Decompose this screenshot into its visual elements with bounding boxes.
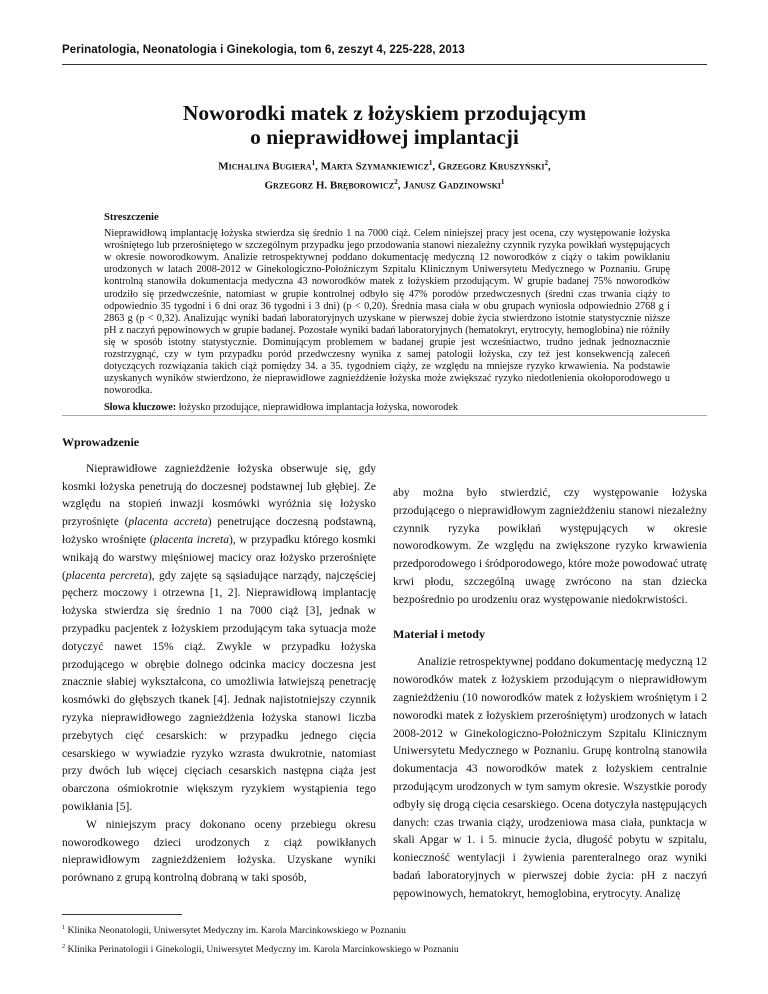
keywords-label: Słowa kluczowe: <box>104 402 177 414</box>
author-name: Marta Szymankiewicz <box>320 160 429 173</box>
footnote-1 <box>62 920 707 939</box>
authors <box>62 156 707 193</box>
abstract-body <box>104 228 670 397</box>
latin-term: placenta percreta <box>65 569 148 582</box>
affiliation-mark: 1 <box>428 159 433 167</box>
text-run: ), gdy zajęte są sąsiadujące narządy, najczęściej pęcherz moczowy i otrzewna [1, 2]. Nieprawidłową implantację łożyska stwierdza się średnio 1 na 7000 ciąż [3], jednak w przypadku pacjentek z łożyskiem przodującym taka sytuacja może dotyczyć nawet 15% ciąż. Zwykle w przypadku łożyska przodującego w obrębie dolnego odcinka macicy doczesna jest znacznie słabiej wykształcona, co umożliwia łatwiejszą penetrację kosmówki do głębszych tkanek [4]. Jednak najistotniejszy czynnik ryzyka nieprawidłowego zagnieżdżenia łożyska stanowi liczba przebytych cięć cesarskich: w przypadku jednego cięcia cesarskiego w wywiadzie ryzyko wzrasta dwukrotnie, natomiast przy dwóch lub więcej cięciach cesarskich następna ciąża jest obarczona ośmiokrotnie większym ryzykiem wystąpienia tego powikłania [5]. <box>62 569 376 813</box>
footnote-2 <box>62 939 707 958</box>
keywords-text: łożysko przodujące, nieprawidłowa implantacja łożyska, noworodek <box>178 402 458 414</box>
header-rule <box>62 64 707 65</box>
text-run: Nieprawidłowe zagnieżdżenie łożyska obserwuje się, gdy kosmki łożyska penetrują do doczesnej podstawnej lub głębiej. Ze względu na stopień inwazji kosmówki wyróżnia się łożysko przyrośnięte ( <box>62 462 376 529</box>
footnote-text: Klinika Perinatologii i Ginekologii, Uniwersytet Medyczny im. Karola Marcinkowskiego w Poznaniu <box>67 944 459 956</box>
footnote-mark: 1 <box>62 924 66 931</box>
journal-header: Perinatologia, Neonatologia i Ginekologia, tom 6, zeszyt 4, 225-228, 2013 <box>62 44 465 56</box>
affiliation-mark: 1 <box>500 177 505 186</box>
title-line-1: Noworodki matek z łożyskiem przodującym <box>182 101 587 125</box>
section-heading-methods: Materiał i metody <box>393 626 485 641</box>
abstract-divider <box>62 415 707 416</box>
affiliation-mark: 1 <box>311 159 316 167</box>
footnote-mark: 2 <box>62 943 66 951</box>
section-heading-intro: Wprowadzenie <box>62 435 140 449</box>
author-name: Grzegorz H. Bręborowicz <box>264 179 395 192</box>
latin-term: placenta increta <box>153 533 229 546</box>
footnotes <box>62 920 707 958</box>
article-title <box>62 101 707 149</box>
abstract <box>104 212 670 415</box>
column-left <box>62 434 376 888</box>
intro-paragraph-2-continued: aby można było stwierdzić, czy występowanie łożyska przodującego o nieprawidłowym zagnieżdżeniu stanowi niezależny czynnik ryzyka powikłań występujących w okresie noworodkowym. Ze względu na zwiększone ryzyko krwawienia przedporodowego i śródporodowego, które może powodować utratę krwi płodu, szczególną uwagę zwrócono na stan dziecka bezpośrednio po urodzeniu oraz występowanie niedokrwistości. <box>393 487 707 606</box>
intro-paragraph-1 <box>62 461 376 817</box>
footnote-rule <box>62 914 182 915</box>
title-line-2: o nieprawidłowej implantacji <box>250 125 519 149</box>
keywords <box>104 402 670 414</box>
author-name: Grzegorz Kruszyński <box>437 160 545 173</box>
methods-paragraph-1: Analizie retrospektywnej poddano dokumentację medyczną 12 noworodków matek z łożyskiem przodującym o nieprawidłowym zagnieżdżeniu (10 noworodków matek z łożyskiem wrośniętym i 2 noworodki matek z łożyskiem przerośniętym) urodzonych w latach 2008-2012 w Ginekologiczno-Położniczym Szpitalu Klinicznym Uniwersytetu Medycznego w Poznaniu. Grupę kontrolną stanowiła dokumentacja 43 noworodków matek z łożyskiem centralnie przodującym urodzonych w tym samym okresie. Wszystkie porody odbyły się drogą cięcia cesarskiego. Ocena dotyczyła następujących danych: czas trwania ciąży, urodzeniowa masa ciała, punktacja w skali Apgar w 1. i 5. minucie życia, długość pobytu w szpitalu, konieczność wentylacji i żywienia parenteralnego oraz wyniki badań laboratoryjnych w pierwszej dobie życia: pH z naczyń pępowinowych, hematokryt, hemoglobina, erytrocyty. Analizę <box>393 656 707 900</box>
abstract-heading: Streszczenie <box>104 212 159 223</box>
footnote-text: Klinika Neonatologii, Uniwersytet Medyczny im. Karola Marcinkowskiego w Poznaniu <box>67 925 406 937</box>
abstract-text: Nieprawidłową implantację łożyska stwierdza się średnio 1 na 7000 ciąż. Celem niniejszej pracy jest ocena, czy występowanie łożyska wrośniętego lub przerośniętego w szczególnym przypadku jego przodowania stanowi niezależny czynnik ryzyka powikłań występujących w okresie noworodkowym. Analizie retrospektywnej poddano dokumentację medyczną 12 noworodków z ciąży o takim powikłaniu urodzonych w latach 2008-2012 w Ginekologiczno-Położniczym Szpitalu Klinicznym Uniwersytetu Medycznego w Poznaniu. Grupę kontrolną stanowiła dokumentacja medyczna 43 noworodków matek z łożyskiem przodującym. W grupie badanej 75% noworodków urodziło się przedwcześnie, natomiast w grupie kontrolnej odbyło się 47% porodów przedwczesnych (średni czas trwania ciąży to odpowiednio 35 tygodni i 6 dni oraz 36 tygodni i 3 dni) (p < 0,20). Średnia masa ciała w obu grupach wyniosła odpowiednio 2768 g i 2863 g (p < 0,32). Analizując wyniki badań laboratoryjnych uzyskane w pierwszej dobie życia stwierdzono istotnie statystycznie niższe pH z naczyń pępowinowych w grupie badanej. Pozostałe wyniki badań laboratoryjnych (hematokryt, erytrocyty, hemoglobina) nie różniły się w sposób istotny statystycznie. Dominującym problemem w badanej grupie jest wcześniactwo, trudno jednak jednoznacznie rozstrzygnąć, czy w tym przypadku poród przedwczesny wynika z samej patologii łożyska, czy też jest konsekwencją zaleceń dotyczących rozwiązania takich ciąż pomiędzy 34. a 35. tygodniem ciąży, ze względu na mniejsze ryzyko krwawienia. Na podstawie uzyskanych wyników stwierdzono, że nieprawidłowe zagnieżdżenie łożyska może zwiększać ryzyko niedotlenienia okołoporodowego u noworodka. <box>104 228 670 397</box>
intro-paragraph-2: W niniejszym pracy dokonano oceny przebiegu okresu noworodkowego dzieci urodzonych z ciąż powikłanych nieprawidłowym zagnieżdżeniem łożyska. Uzyskane wyniki porównano z grupą kontrolną dobraną w taki sposób, <box>62 818 376 885</box>
affiliation-mark: 2 <box>544 159 549 167</box>
authors-line-2: Grzegorz H. Bręborowicz$^2$, Janusz Gadzinowski$^1$ <box>264 177 505 192</box>
latin-term: placenta accreta <box>128 516 208 529</box>
text-run: ), w przypadku którego kosmki wnikają do warstwy mięśniowej macicy oraz łożysko przerośnięte ( <box>62 533 376 582</box>
author-name: Janusz Gadzinowski <box>403 179 501 192</box>
column-right <box>393 485 707 904</box>
authors-line-1: Michalina Bugiera$^1$, Marta Szymankiewicz$^1$, Grzegorz Kruszyński$^2$, <box>218 159 551 173</box>
author-name: Michalina Bugiera <box>218 160 312 173</box>
affiliation-mark: 2 <box>394 177 398 186</box>
text-run: ) penetrujące doczesną podstawną, łożysko wrośnięte ( <box>62 516 377 546</box>
